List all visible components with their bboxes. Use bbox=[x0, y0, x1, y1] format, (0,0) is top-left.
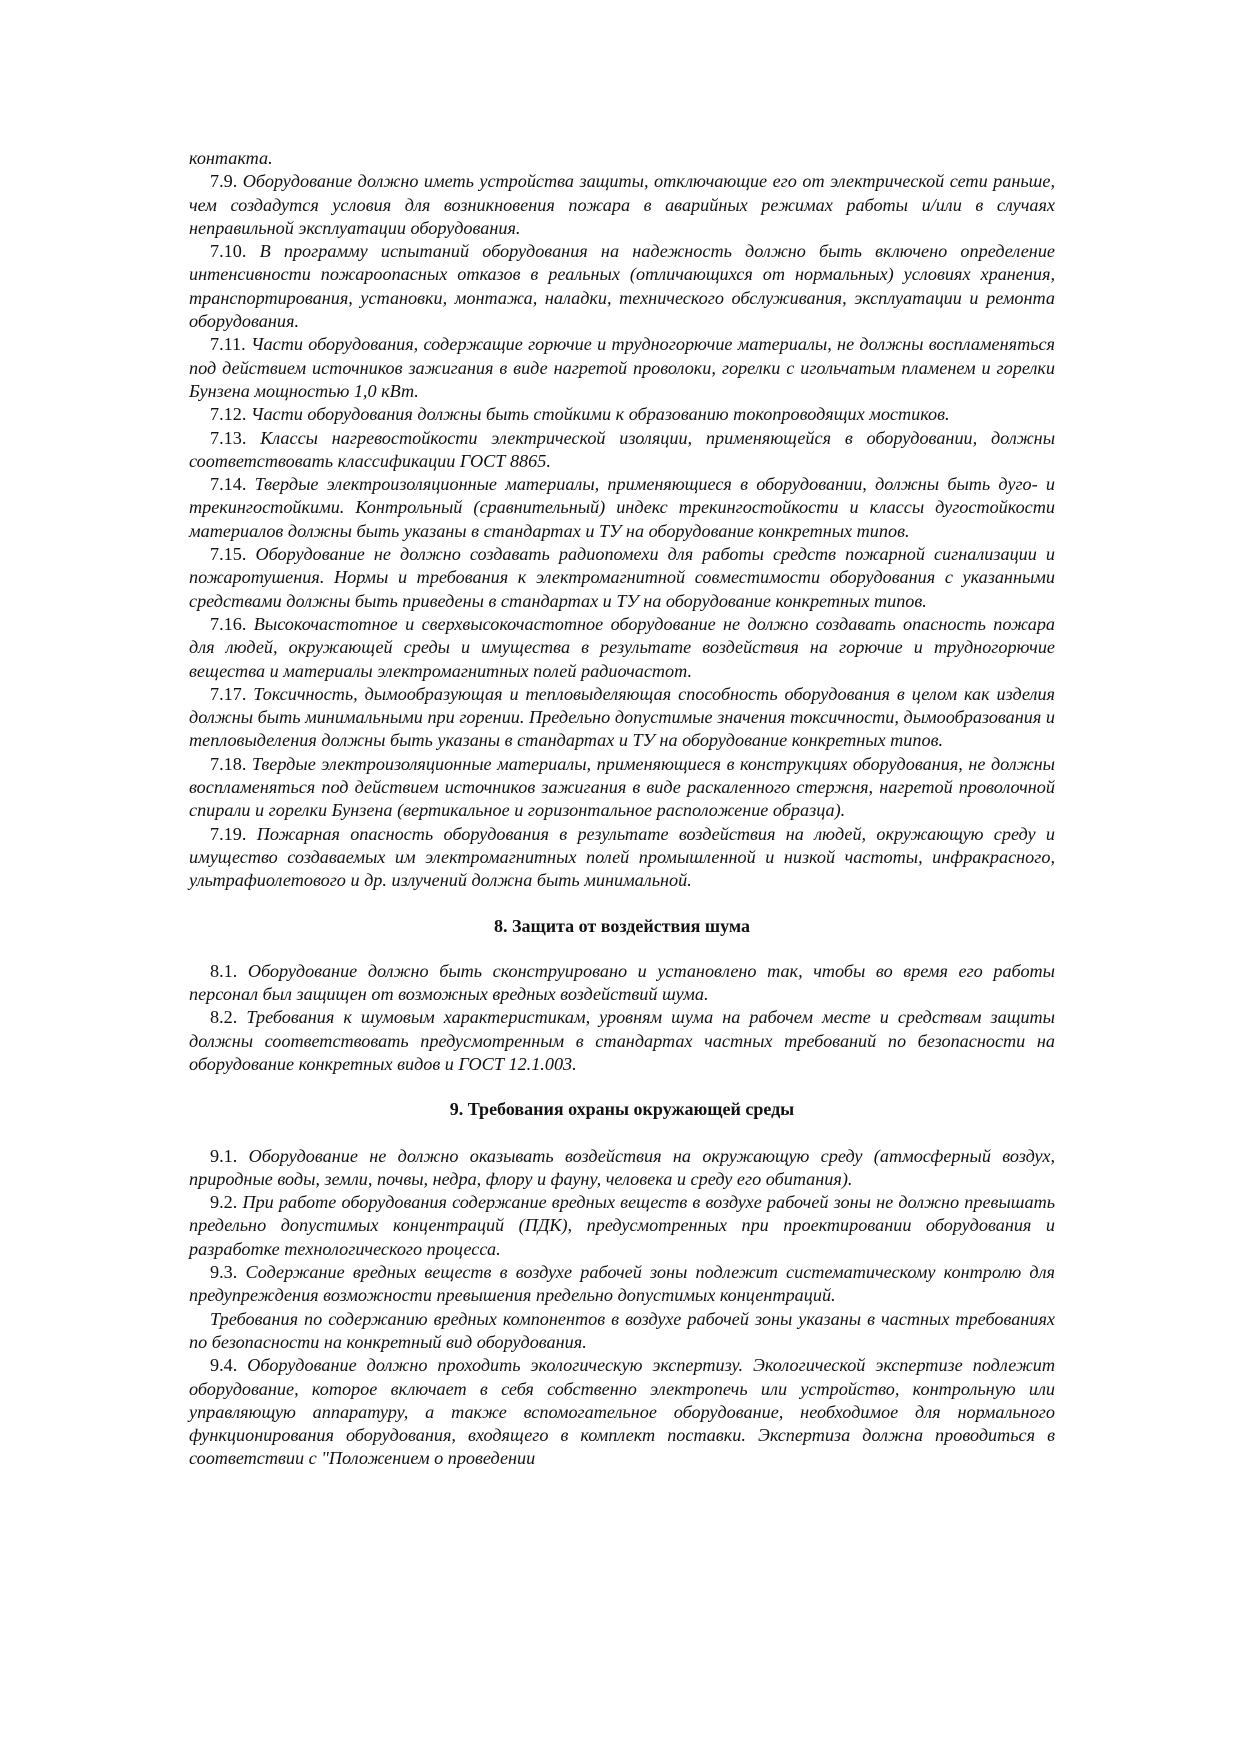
clause-8-1 bbox=[189, 960, 1055, 1007]
clause-text: Твердые электроизоляционные материалы, применяющиеся в конструкциях оборудования, не должны воспламеняться под действием источников зажигания в виде раскаленного стержня, нагретой проволочной спирали и горелки Бунзена (вертикальное и горизонтальное расположение образца). bbox=[189, 753, 1055, 821]
clause-number: 7.19. bbox=[210, 823, 247, 844]
clause-9-3 bbox=[189, 1261, 1055, 1308]
clause-text: Твердые электроизоляционные материалы, применяющиеся в оборудовании, должны быть дуго- и трекингостойкими. Контрольный (сравнительный) индекс трекингостойкости и классы дугостойкости материалов должны быть указаны в стандартах и ТУ на оборудование конкретных типов. bbox=[189, 474, 1056, 541]
clause-text: Оборудование не должно оказывать воздействия на окружающую среду (атмосферный воздух, природные воды, земли, почвы, недра, флору и фауну, человека и среду его обитания). bbox=[189, 1145, 1055, 1189]
clause-text: Оборудование должно проходить экологическую экспертизу. Экологической экспертизе подлежит оборудование, которое включает в себя собственно электропечь или устройство, контрольную или управляющую аппаратуру, а также вспомогательное оборудование, необходимое для нормального функционирования оборудования, входящего в комплект поставки. Экспертиза должна проводиться в соответствии с "Положением о проведении bbox=[189, 1355, 1055, 1469]
clause-7-19 bbox=[189, 823, 1055, 893]
clause-number: 7.16. bbox=[210, 613, 247, 634]
clause-number: 7.13. bbox=[210, 427, 247, 448]
clause-text: При работе оборудования содержание вредных веществ в воздухе рабочей зоны не должно превышать предельно допустимых концентраций (ПДК), предусмотренных при проектировании оборудования и разработке технологического процесса. bbox=[189, 1192, 1055, 1259]
clause-number: 7.18. bbox=[210, 753, 247, 774]
clause-text: Части оборудования должны быть стойкими к образованию токопроводящих мостиков. bbox=[250, 404, 950, 425]
section-8-heading: 8. Защита от воздействия шума bbox=[494, 915, 750, 936]
clause-text: Содержание вредных веществ в воздухе рабочей зоны подлежит систематическому контролю для предупреждения возможности превышения предельно допустимых концентраций. bbox=[189, 1262, 1056, 1306]
clause-number: 9.1. bbox=[210, 1145, 238, 1166]
clause-number: 7.14. bbox=[210, 474, 247, 495]
clause-number: 8.1. bbox=[210, 960, 238, 981]
section-9-items bbox=[189, 1145, 1055, 1471]
clause-text: Требования к шумовым характеристикам, уровням шума на рабочем месте и средствам защиты должны соответствовать предусмотренным в стандартах частных требований по безопасности на оборудование конкретных видов и ГОСТ 12.1.003. bbox=[189, 1007, 1056, 1074]
clause-text: Оборудование должно быть сконструировано и установлено так, чтобы во время его работы персонал был защищен от возможных вредных воздействий шума. bbox=[189, 960, 1055, 1005]
clause-text: Части оборудования, содержащие горючие и трудногорючие материалы, не должны воспламеняться под действием источников зажигания в виде нагретой проволоки, горелки с игольчатым пламенем и горелки Бунзена мощностью 1,0 кВт. bbox=[189, 334, 1056, 401]
clause-7-9 bbox=[189, 170, 1055, 240]
intro-fragment: контакта. bbox=[189, 148, 273, 168]
clause-text: Оборудование не должно создавать радиопомехи для работы средств пожарной сигнализации и пожаротушения. Нормы и требования к электромагнитной совместимости оборудования с указанными средствами должны быть приведены в стандартах и ТУ на оборудование конкретных типов. bbox=[189, 544, 1056, 611]
clause-number: 7.10. bbox=[210, 241, 247, 262]
clause-9-4 bbox=[189, 1354, 1055, 1470]
clause-text: Высокочастотное и сверхвысокочастотное оборудование не должно создавать опасность пожара для людей, окружающей среды и имущества в результате воздействия на горючие и трудногорючие вещества и материалы электромагнитных полей радиочастот. bbox=[189, 613, 1056, 681]
clause-number: 9.3. bbox=[210, 1262, 238, 1283]
clause-9-2 bbox=[189, 1191, 1055, 1261]
clause-text: Токсичность, дымообразующая и тепловыделяющая способность оборудования в целом как изделия должны быть минимальными при горении. Предельно допустимые значения токсичности, дымообразования и тепловыделения должны быть указаны в стандартах и ТУ на оборудование конкретных типов. bbox=[189, 683, 1056, 751]
clause-number: 7.9. bbox=[210, 171, 238, 192]
clause-9-3-note bbox=[189, 1308, 1055, 1355]
clause-7-10 bbox=[189, 240, 1055, 333]
clause-number: 7.15. bbox=[210, 544, 247, 565]
clause-number: 7.11. bbox=[210, 334, 246, 355]
clause-9-1 bbox=[189, 1145, 1055, 1192]
clause-7-14 bbox=[189, 473, 1055, 543]
clause-number: 8.2. bbox=[210, 1007, 238, 1028]
clause-number: 9.4. bbox=[210, 1355, 238, 1376]
clause-number: 9.2. bbox=[210, 1192, 238, 1213]
document-page bbox=[189, 147, 1055, 1471]
clause-8-2 bbox=[189, 1006, 1055, 1076]
clause-text: Классы нагревостойкости электрической изоляции, применяющейся в оборудовании, должны соответствовать классификации ГОСТ 8865. bbox=[189, 427, 1056, 471]
clause-7-16 bbox=[189, 613, 1055, 683]
clause-number: 7.17. bbox=[210, 683, 247, 704]
section-9-heading: 9. Требования охраны окружающей среды bbox=[449, 1099, 795, 1120]
clause-7-13 bbox=[189, 427, 1055, 474]
section-7-items bbox=[189, 170, 1055, 892]
clause-text: Пожарная опасность оборудования в результате воздействия на людей, окружающую среду и имущество создаваемых им электромагнитных полей промышленной и низкой частоты, инфракрасного, ультрафиолетового и др. излучений должна быть минимальной. bbox=[189, 823, 1055, 891]
clause-text: Оборудование должно иметь устройства защиты, отключающие его от электрической сети раньше, чем создадутся условия для возникновения пожара в аварийных режимах работы и/или в случаях неправильной эксплуатации оборудования. bbox=[189, 171, 1055, 238]
clause-text: В программу испытаний оборудования на надежность должно быть включено определение интенсивности пожароопасных отказов в реальных (отличающихся от нормальных) условиях хранения, транспортирования, установки, монтажа, наладки, технического обслуживания, эксплуатации и ремонта оборудования. bbox=[189, 241, 1055, 332]
clause-7-15 bbox=[189, 543, 1055, 613]
clause-7-17 bbox=[189, 683, 1055, 753]
clause-7-18 bbox=[189, 753, 1055, 823]
clause-7-12 bbox=[189, 403, 1055, 426]
clause-7-11 bbox=[189, 333, 1055, 403]
section-8-items bbox=[189, 960, 1055, 1076]
clause-number: 7.12. bbox=[210, 404, 247, 425]
clause-text: Требования по содержанию вредных компонентов в воздухе рабочей зоны указаны в частных требованиях по безопасности на конкретный вид оборудования. bbox=[189, 1308, 1055, 1352]
